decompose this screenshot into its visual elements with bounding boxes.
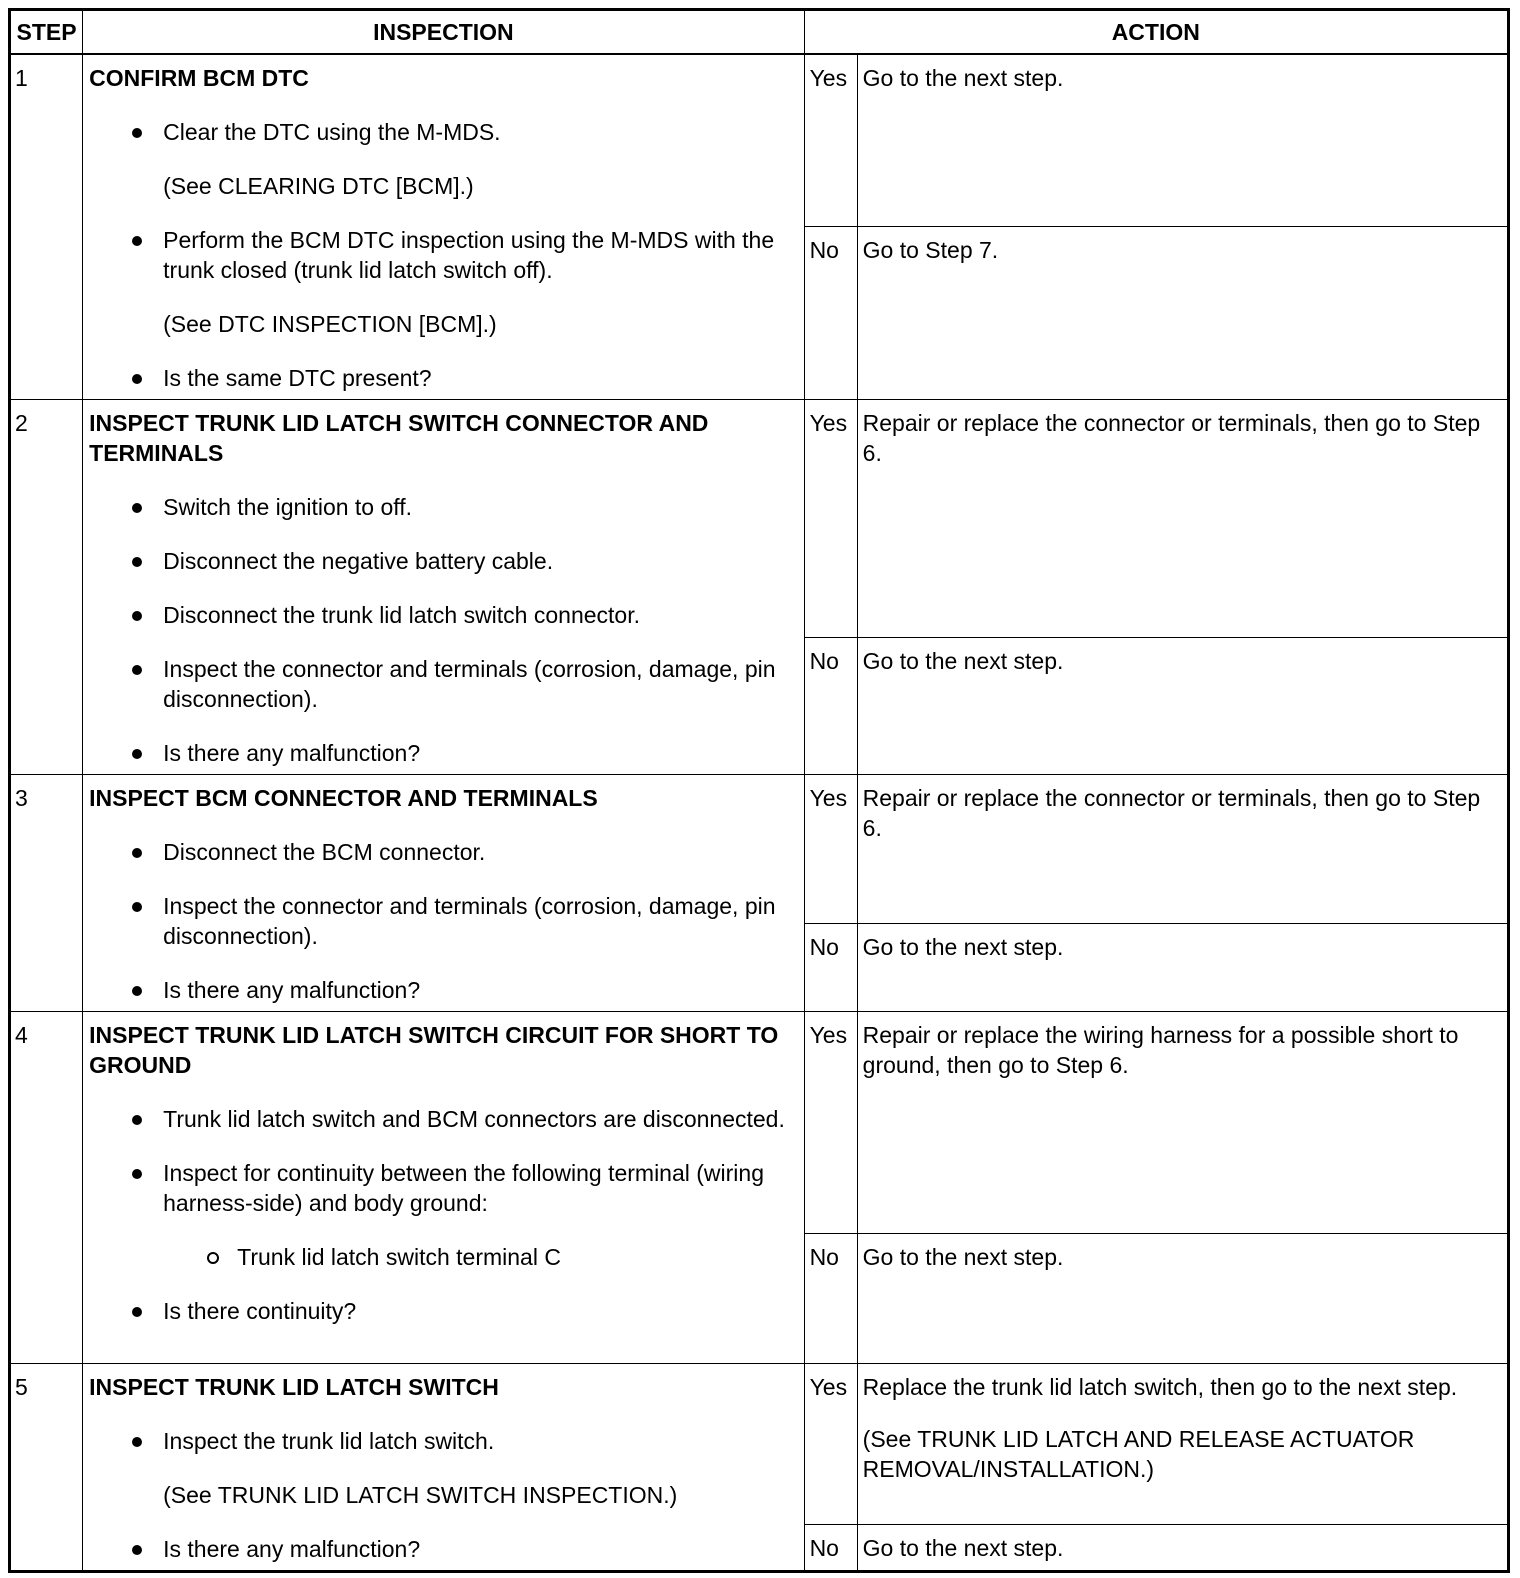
steps-body [10,54,1509,1572]
inspection-cell [83,54,804,400]
inspection-title: INSPECT BCM CONNECTOR AND TERMINALS [89,785,598,811]
header-step: STEP [10,10,83,55]
yes-label: Yes [804,1364,857,1525]
reference-note: (See DTC INSPECTION [BCM].) [163,311,497,337]
step-number: 3 [10,775,83,1012]
no-action [857,1524,1508,1571]
yes-label: Yes [804,1012,857,1234]
bullet-item: Switch the ignition to off. [89,492,797,522]
bullet-item: Is there any malfunction? [89,1534,797,1564]
step-number: 2 [10,400,83,775]
sub-bullet-item: Trunk lid latch switch terminal C [89,1242,797,1272]
yes-action [857,775,1508,924]
no-label: No [804,923,857,1011]
action-text: Repair or replace the wiring harness for a possible short to ground, then go to Step 6. [862,1022,1459,1078]
bullet-item: Is the same DTC present? [89,363,797,393]
no-label: No [804,1234,857,1364]
no-action [857,1234,1508,1364]
inspection-cell [83,400,804,775]
bullet-item: Is there any malfunction? [89,738,797,768]
action-text: Go to the next step. [862,647,1064,674]
yes-label: Yes [804,54,857,227]
bullet-item: Perform the BCM DTC inspection using the M-MDS with the trunk closed (trunk lid latch switch off). [89,225,797,285]
header-inspection: INSPECTION [83,10,804,55]
table-header-row [10,10,1509,55]
step-number: 5 [10,1364,83,1572]
inspection-title: INSPECT TRUNK LID LATCH SWITCH CIRCUIT FOR SHORT TO GROUND [89,1022,779,1078]
bullet-item: Inspect the connector and terminals (corrosion, damage, pin disconnection). [89,654,797,714]
yes-action [857,54,1508,227]
no-action [857,923,1508,1011]
reference-note: (See TRUNK LID LATCH SWITCH INSPECTION.) [163,1482,678,1508]
inspection-cell [83,1012,804,1364]
step-row [10,400,1509,638]
action-text: Go to the next step. [862,65,1064,91]
no-action [857,637,1508,774]
inspection-cell [83,775,804,1012]
reference-note: (See CLEARING DTC [BCM].) [163,173,474,199]
no-label: No [804,227,857,400]
step-number: 1 [10,54,83,400]
action-text: (See TRUNK LID LATCH AND RELEASE ACTUATOR REMOVAL/INSTALLATION.) [862,1426,1415,1482]
inspection-title: INSPECT TRUNK LID LATCH SWITCH [89,1374,499,1400]
yes-label: Yes [804,400,857,638]
step-number: 4 [10,1012,83,1364]
bullet-item: Inspect the trunk lid latch switch. [89,1426,797,1456]
inspection-procedure-document [8,8,1510,1573]
no-action [857,227,1508,400]
step-row [10,775,1509,924]
inspection-title: CONFIRM BCM DTC [89,65,309,91]
action-text: Replace the trunk lid latch switch, then go to the next step. [862,1374,1458,1400]
step-row [10,1364,1509,1525]
bullet-item: Inspect for continuity between the following terminal (wiring harness-side) and body ground: [89,1158,797,1218]
action-text: Go to Step 7. [862,237,999,264]
bullet-item: Clear the DTC using the M-MDS. [89,117,797,147]
action-text: Go to the next step. [862,1534,1064,1561]
yes-action [857,400,1508,638]
yes-action [857,1012,1508,1234]
bullet-item: Disconnect the negative battery cable. [89,546,797,576]
action-text: Repair or replace the connector or terminals, then go to Step 6. [862,410,1481,466]
inspection-cell [83,1364,804,1572]
yes-label: Yes [804,775,857,924]
action-text: Go to the next step. [862,1244,1064,1270]
no-label: No [804,637,857,774]
bullet-item: Is there continuity? [89,1296,797,1326]
bullet-item: Trunk lid latch switch and BCM connectors are disconnected. [89,1104,797,1134]
inspection-title: INSPECT TRUNK LID LATCH SWITCH CONNECTOR AND TERMINALS [89,410,709,466]
bullet-item: Disconnect the trunk lid latch switch connector. [89,600,797,630]
diagnostic-steps-table [8,8,1510,1573]
bullet-item: Disconnect the BCM connector. [89,837,797,867]
action-text: Repair or replace the connector or terminals, then go to Step 6. [862,785,1481,841]
no-label: No [804,1524,857,1571]
action-text: Go to the next step. [862,933,1064,960]
bullet-item: Is there any malfunction? [89,975,797,1005]
header-action: ACTION [804,10,1508,55]
step-row [10,54,1509,227]
yes-action [857,1364,1508,1525]
bullet-item: Inspect the connector and terminals (corrosion, damage, pin disconnection). [89,891,797,951]
step-row [10,1012,1509,1234]
